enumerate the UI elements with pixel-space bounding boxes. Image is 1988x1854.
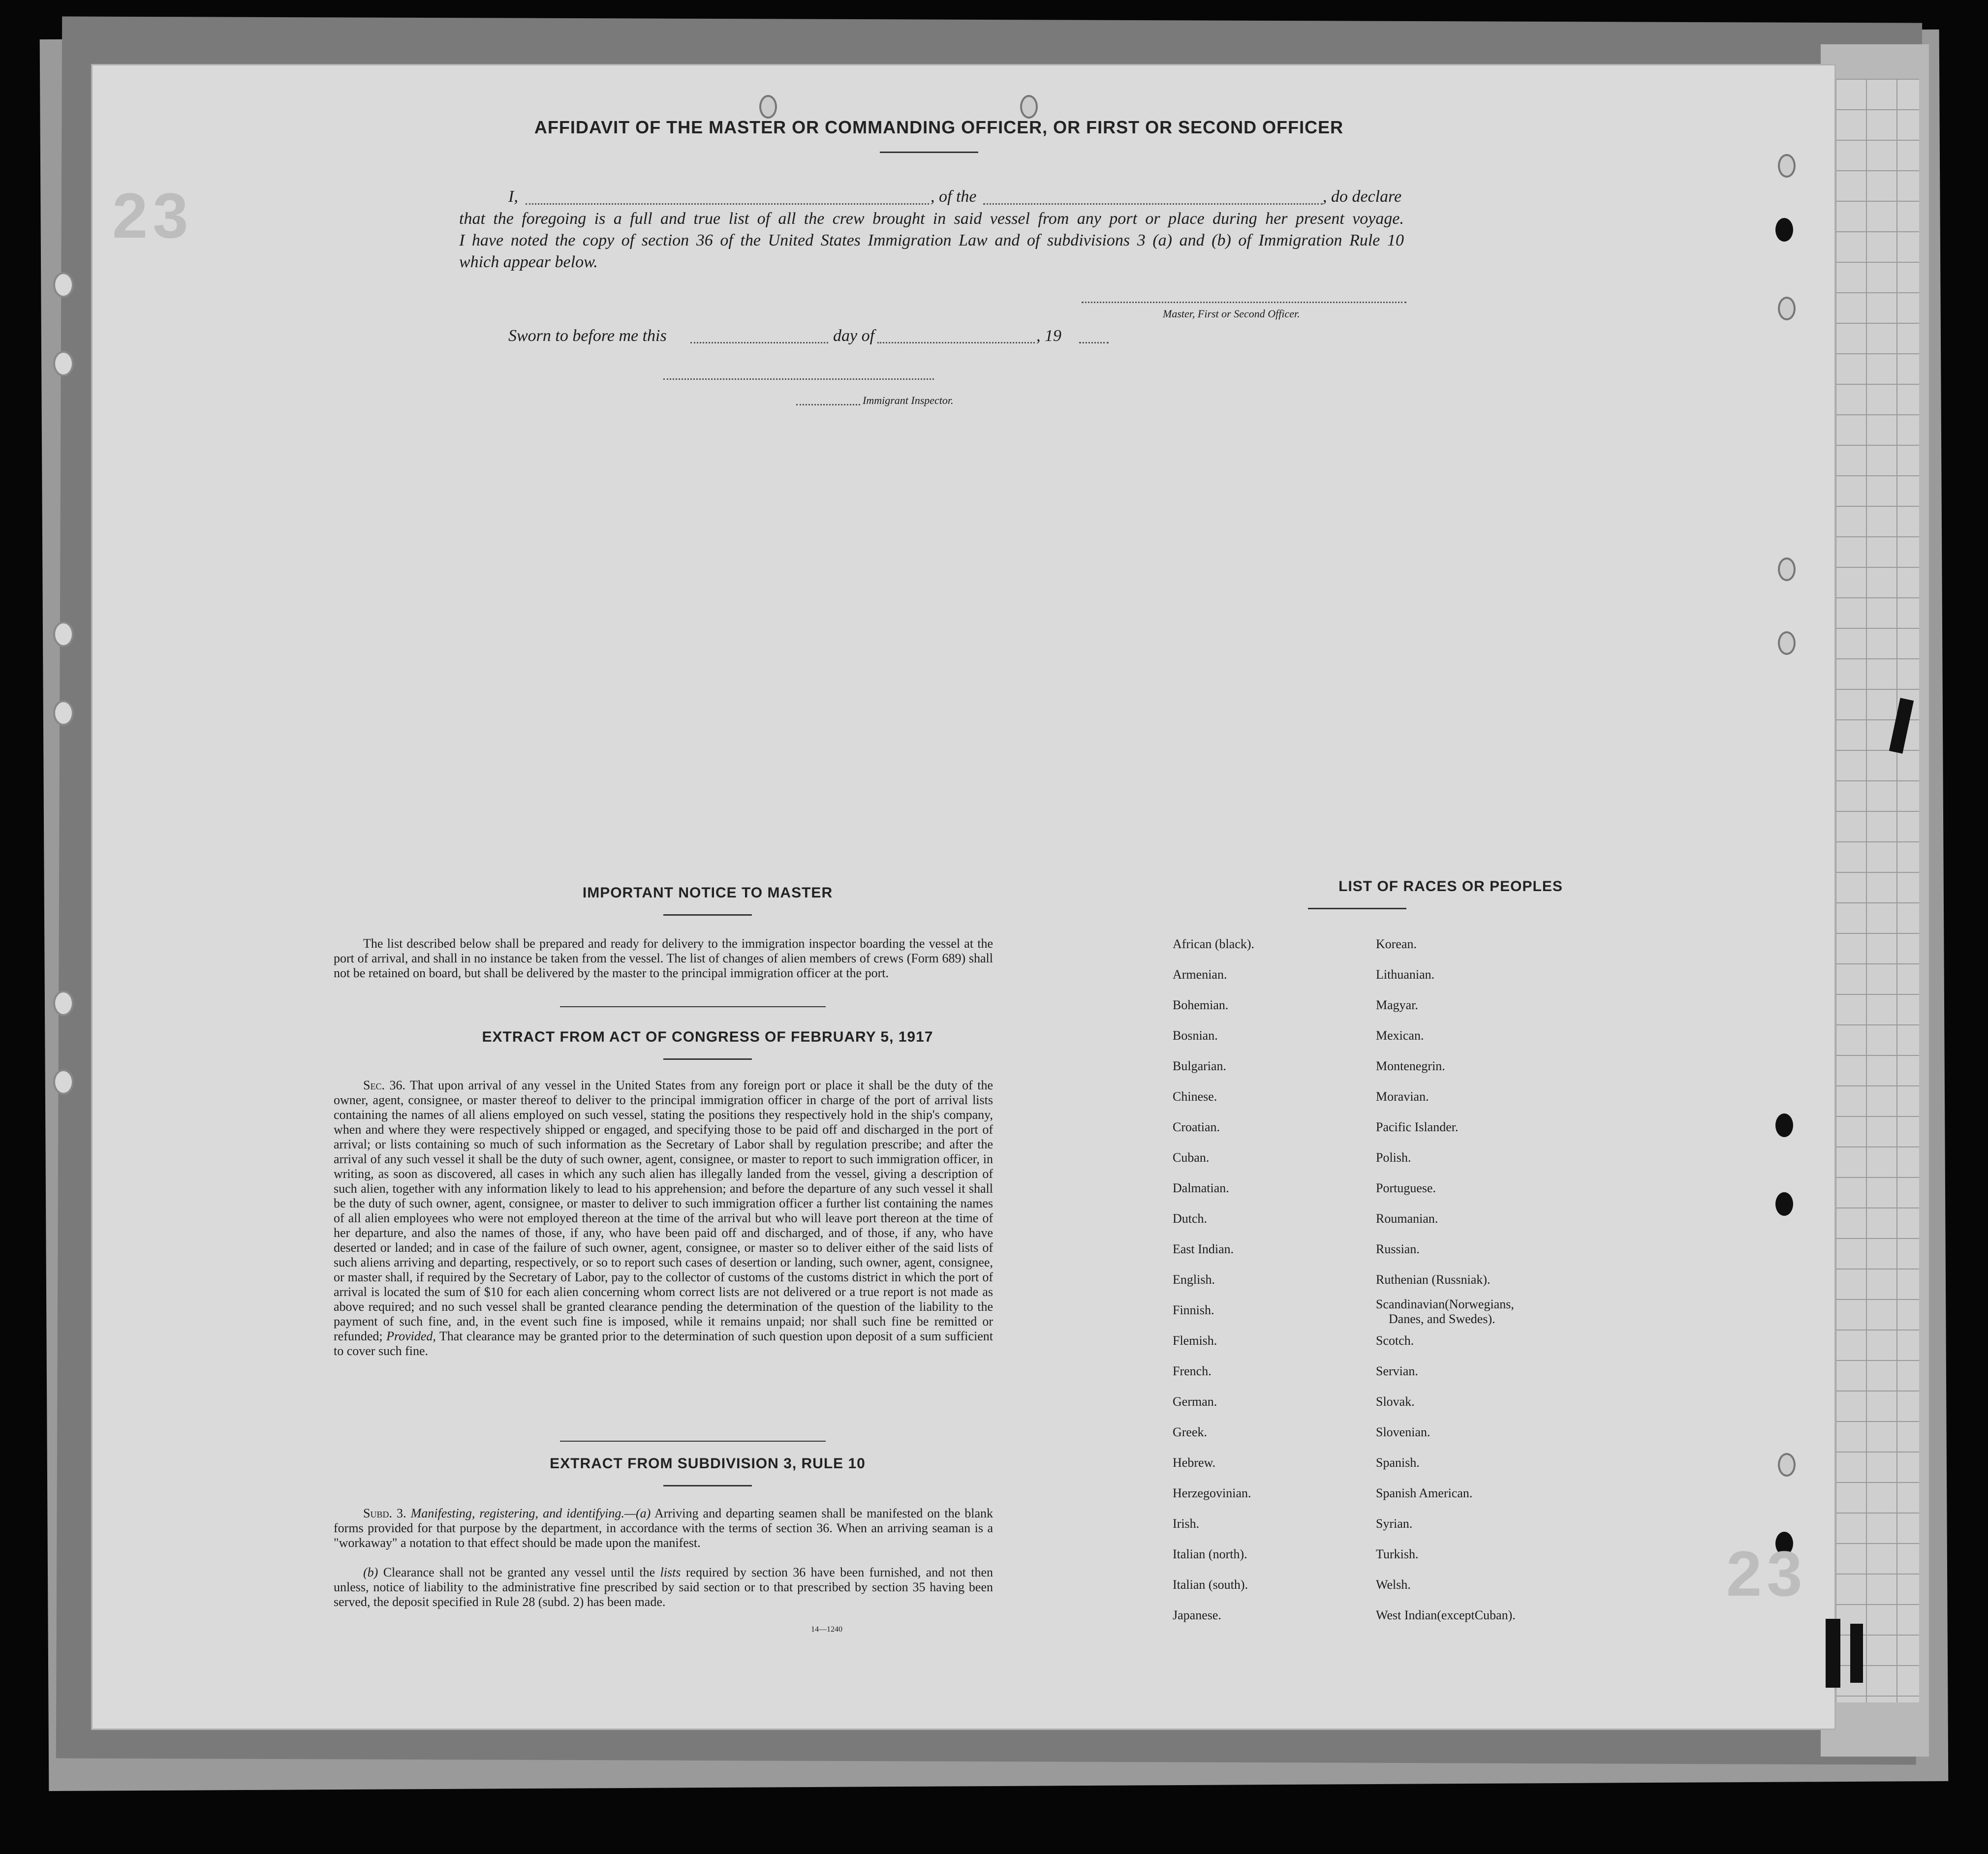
race-item: Welsh. <box>1376 1577 1411 1592</box>
inspector-caption: Immigrant Inspector. <box>863 394 954 406</box>
race-item: Mexican. <box>1376 1028 1424 1043</box>
act-section-36 <box>334 1078 993 1359</box>
lists-word: lists <box>660 1565 681 1579</box>
punch-hole <box>1775 1113 1793 1137</box>
race-item: Flemish. <box>1173 1333 1217 1348</box>
race-item: Dutch. <box>1173 1211 1208 1226</box>
rule-para-b: Clearance shall not be granted any vessel until the <box>383 1565 655 1579</box>
master-name-field[interactable] <box>526 203 929 205</box>
race-item: Bulgarian. <box>1173 1059 1227 1073</box>
race-item: Bohemian. <box>1173 998 1229 1012</box>
race-item: Chinese. <box>1173 1089 1217 1104</box>
race-item: Turkish. <box>1376 1547 1419 1561</box>
race-item: Moravian. <box>1376 1089 1429 1104</box>
torn-edge <box>1826 1619 1840 1688</box>
race-item: Korean. <box>1376 937 1417 951</box>
race-item: Hebrew. <box>1173 1455 1216 1470</box>
rule-para-b-end: required by section 36 have been furnished, and not then unless, notice of liability to the administrative fine prescribed by said section or to that prescribed by section 35 having been served, the deposit specified in Rule 28 (subd. 2) has been made. <box>334 1565 993 1609</box>
race-item: Bosnian. <box>1173 1028 1218 1043</box>
act-body: That upon arrival of any vessel in the United States from any foreign port or place it shall be the duty of the owner, agent, consignee, or master thereof to deliver to the principal immigration officer in charge of the port of arrival lists containing the names of all aliens employed on such vessel, stating the positions they respectively hold in the ship's company, when and where they were respectively shipped or engaged, and specifying those to be paid off and discharged in the port of arrival; or lists containing so much of such information as the Secretary of Labor shall by regulation prescribe; and after the arrival of any such vessel it shall be the duty of such owner, agent, consignee, or master to report to such immigration officer, in writing, as soon as discovered, all cases in which any such alien has illegally landed from the vessel, giving a description of such alien, together with any information likely to lead to his apprehension; and before the departure of any such vessel it shall be the duty of such owner, agent, consignee, or master to deliver to such immigration officer a further list containing the names of all alien employees who were not employed thereon at the time of the arrival but who will leave port thereon at the time of her departure, and also the names of those, if any, who have been paid off and discharged, and of those, if any, who have deserted or landed; and in case of the failure of such owner, agent, consignee, or master so to deliver either of the said lists of such aliens arriving and departing, respectively, or so to report such cases of desertion or landing, such owner, agent, consignee, or master shall, if required by the Secretary of Labor, pay to the collector of customs of the customs district in which the port of arrival is located the sum of $10 for each alien concerning whom correct lists are not delivered or a true report is not made as above required; and no such vessel shall be granted clearance pending the determination of the question of the liability to the payment of such fine, and, in the event such fine is imposed, while it remains unpaid; nor shall such fine be remitted or refunded; <box>334 1078 994 1343</box>
rule-para-a: Arriving and departing seamen shall be manifested on the blank forms provided for that purpose by the department, in accordance with the terms of section 36. When an arriving seaman is a "workaway" a notation to that effect should be made upon the manifest. <box>334 1506 994 1550</box>
act-heading: EXTRACT FROM ACT OF CONGRESS OF FEBRUARY 5, 1917 <box>482 1029 933 1045</box>
punch-hole <box>1778 631 1796 655</box>
affidavit-of-the-label: , of the <box>931 187 977 206</box>
race-item: Croatian. <box>1173 1120 1220 1134</box>
punch-hole <box>1778 557 1796 581</box>
race-item: Montenegrin. <box>1376 1059 1445 1073</box>
affidavit-line: which appear below. <box>459 253 598 271</box>
race-item: English. <box>1173 1272 1215 1287</box>
manifest-page <box>91 64 1836 1730</box>
race-item: Herzegovinian. <box>1173 1486 1251 1500</box>
rule-subdivision-a <box>334 1506 993 1550</box>
race-item: Lithuanian. <box>1376 967 1435 982</box>
heading-rule <box>1308 908 1406 909</box>
race-item: Scotch. <box>1376 1333 1414 1348</box>
sworn-day-field[interactable] <box>690 342 828 343</box>
rule-subdivision-b <box>334 1565 993 1609</box>
race-item: Roumanian. <box>1376 1211 1438 1226</box>
binding-hole <box>53 621 74 647</box>
race-item: East Indian. <box>1173 1242 1234 1256</box>
heading-rule <box>880 152 978 153</box>
binding-hole <box>53 700 74 726</box>
race-item: Armenian. <box>1173 967 1227 982</box>
inspector-signature-field[interactable] <box>796 404 860 405</box>
inspector-signature-field[interactable] <box>663 378 934 380</box>
rule-heading: EXTRACT FROM SUBDIVISION 3, RULE 10 <box>550 1455 866 1472</box>
races-heading: LIST OF RACES OR PEOPLES <box>1338 878 1563 895</box>
sworn-month-field[interactable] <box>877 342 1035 343</box>
race-item: Dalmatian. <box>1173 1181 1229 1195</box>
master-signature-caption: Master, First or Second Officer. <box>1163 308 1300 320</box>
binding-hole <box>53 1069 74 1095</box>
race-item: Finnish. <box>1173 1303 1214 1317</box>
race-item: Slovak. <box>1376 1394 1415 1409</box>
heading-rule <box>663 914 752 916</box>
b-label: (b) <box>363 1565 378 1579</box>
race-item: Servian. <box>1376 1364 1418 1378</box>
heading-rule <box>663 1058 752 1060</box>
bleed-through-mark: 23 <box>112 180 193 251</box>
section-rule <box>560 1006 826 1007</box>
punch-hole <box>1778 154 1796 178</box>
race-item: Polish. <box>1376 1150 1411 1165</box>
bleed-through-mark: 23 <box>1726 1538 1807 1609</box>
affidavit-heading: AFFIDAVIT OF THE MASTER OR COMMANDING OFFICER, OR FIRST OR SECOND OFFICER <box>534 117 1344 137</box>
race-item: Italian (north). <box>1173 1547 1247 1561</box>
race-item: Magyar. <box>1376 998 1418 1012</box>
act-body-end: That clearance may be granted prior to the determination of such question upon deposit of a sum sufficient to cover such fine. <box>334 1329 993 1358</box>
affidavit-do-declare-label: , do declare <box>1323 187 1402 206</box>
affidavit-i-label: I, <box>508 187 518 206</box>
heading-rule <box>663 1485 752 1486</box>
race-item: Spanish American. <box>1376 1486 1473 1500</box>
punch-hole <box>1778 297 1796 320</box>
sworn-label: Sworn to before me this <box>508 327 667 345</box>
affidavit-line: I have noted the copy of section 36 of the United States Immigration Law and of subdivisions 3 (a) and (b) of Immigration Rule 10 <box>459 231 1404 249</box>
race-item: Slovenian. <box>1376 1425 1430 1439</box>
race-item: Ruthenian (Russniak). <box>1376 1272 1491 1287</box>
punch-hole <box>1020 95 1038 119</box>
race-item: Scandinavian(Norwegians, Danes, and Swedes). <box>1376 1297 1514 1326</box>
form-number: 14—1240 <box>811 1625 842 1634</box>
notice-heading: IMPORTANT NOTICE TO MASTER <box>582 885 833 901</box>
vessel-name-field[interactable] <box>983 203 1323 205</box>
binding-hole <box>53 272 74 298</box>
year-label: , 19 <box>1036 327 1061 345</box>
affidavit-line: that the foregoing is a full and true list of all the crew brought in said vessel from any port or place during her present voyage. <box>459 210 1404 228</box>
race-item: Syrian. <box>1376 1516 1413 1531</box>
race-item: Portuguese. <box>1376 1181 1436 1195</box>
torn-edge <box>1850 1624 1863 1683</box>
race-item: Italian (south). <box>1173 1577 1248 1592</box>
section-rule <box>560 1441 826 1442</box>
races-left-column <box>1173 929 1369 1631</box>
race-item: Japanese. <box>1173 1608 1221 1622</box>
race-item: Greek. <box>1173 1425 1208 1439</box>
race-item: Cuban. <box>1173 1150 1210 1165</box>
race-item: African (black). <box>1173 937 1255 951</box>
binding-hole <box>53 351 74 376</box>
sworn-year-field[interactable] <box>1079 342 1109 343</box>
subdivision-title: Manifesting, registering, and identifying.—(a) <box>410 1506 651 1520</box>
punch-hole <box>1775 218 1793 242</box>
race-item: West Indian(exceptCuban). <box>1376 1608 1516 1622</box>
provided-label: Provided, <box>386 1329 436 1343</box>
subdivision-label: Subd. 3. <box>363 1506 406 1520</box>
day-of-label: day of <box>833 327 875 345</box>
notice-body: The list described below shall be prepared and ready for delivery to the immigration inspector boarding the vessel at the port of arrival, and shall in no instance be taken from the vessel. The list of changes of alien members of crews (Form 689) shall not be retained on board, but shall be delivered by the master to the principal immigration officer at the port. <box>334 936 993 980</box>
race-item: German. <box>1173 1394 1217 1409</box>
races-right-column <box>1376 929 1573 1631</box>
race-item: Spanish. <box>1376 1455 1420 1470</box>
punch-hole <box>1778 1453 1796 1477</box>
race-item: French. <box>1173 1364 1211 1378</box>
race-item: Pacific Islander. <box>1376 1120 1459 1134</box>
graph-paper-edge <box>1835 79 1919 1702</box>
punch-hole <box>759 95 777 119</box>
master-signature-field[interactable] <box>1082 302 1406 303</box>
race-item: Russian. <box>1376 1242 1420 1256</box>
section-label: Sec. 36. <box>363 1078 405 1092</box>
punch-hole <box>1775 1192 1793 1216</box>
race-item: Irish. <box>1173 1516 1200 1531</box>
binding-hole <box>53 990 74 1016</box>
